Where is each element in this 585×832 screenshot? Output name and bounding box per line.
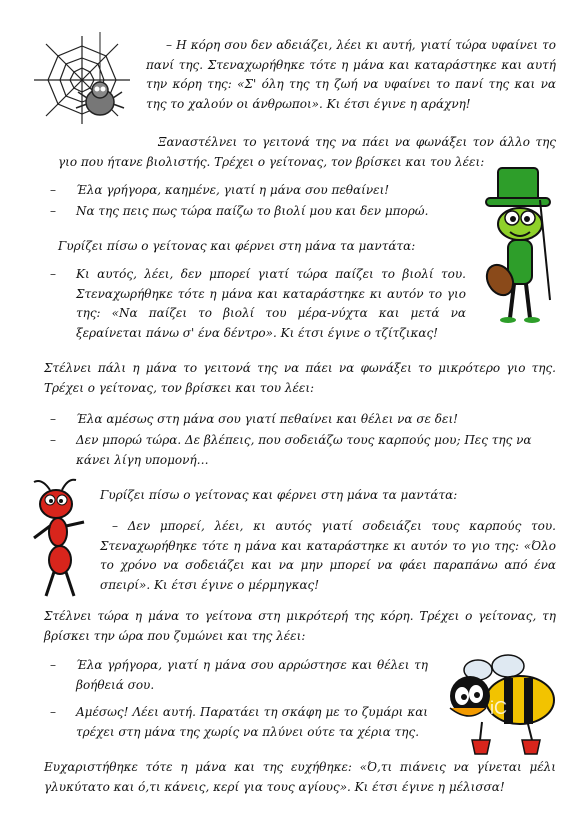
dialogue-line: Δεν μπορώ τώρα. Δε βλέπεις, που σοδειάζω τους καρπούς μου; Πες της να κάνει λίγη υπομονή…: [76, 433, 532, 467]
dialogue-line: Έλα αμέσως στη μάνα σου γιατί πεθαίνει και θέλει να σε δει!: [76, 412, 458, 426]
dialogue-line: Έλα γρήγορα, γιατί η μάνα σου αρρώστησε και θέλει τη βοήθειά σου.: [76, 658, 428, 692]
cicada-violinist-illustration: [480, 160, 560, 325]
paragraph-return: Γυρίζει πίσω ο γείτονας και φέρνει στη μάνα τα μαντάτα:: [58, 239, 416, 253]
paragraph-bee-daughter: Στέλνει τώρα η μάνα το γείτονα στη μικρότερή της κόρη. Τρέχει ο γείτονας, τη βρίσκει την ώρα που ζυμώνει και της λέει:: [44, 609, 556, 643]
bee-illustration: [436, 650, 561, 758]
dialogue-dash: –: [50, 433, 56, 447]
dialogue-dash: –: [50, 204, 56, 218]
paragraph-cicada: Κι αυτός, λέει, δεν μπορεί γιατί τώρα παίζει το βιολί του. Στεναχωρήθηκε τότε η μάνα και καταράστηκε κι αυτόν το γιο της: «Να παίζει το βιολί του μέρα-νύχτα και μετά να ξεραίνεται πάνω σ' ένα δέντρο». Κι έτσι έγινε ο τζίτζικας!: [76, 267, 466, 340]
dialogue-dash: –: [50, 412, 56, 426]
dialogue-line: Αμέσως! Λέει αυτή. Παρατάει τη σκάφη με το ζυμάρι και τρέχει στη μάνα της χωρίς να πλύνει ούτε τα χέρια της.: [76, 705, 428, 739]
dialogue-dash: –: [50, 705, 56, 719]
dialogue-dash: –: [50, 658, 56, 672]
dialogue-dash: –: [50, 267, 56, 281]
paragraph-bee: Ευχαριστήθηκε τότε η μάνα και της ευχήθηκε: «Ό,τι πιάνεις να γίνεται μέλι γλυκύτατο και ό,τι κάνεις, κερί για τους αγίους». Κι έτσι έγινε η μέλισσα!: [44, 760, 556, 794]
dialogue-dash: –: [50, 183, 56, 197]
paragraph-ant: – Δεν μπορεί, λέει, κι αυτός γιατί σοδειάζει τους καρπούς του. Στεναχωρήθηκε τότε η μάνα και καταράστηκε κι αυτόν το γιο της: «Όλο το χρόνο να σοδειάζει και να μην μπορεί να φάει παραπάνω από ένα σπειρί». Κι έτσι έγινε ο μέρμηγκας!: [100, 519, 556, 592]
paragraph-spider: – Η κόρη σου δεν αδειάζει, λέει κι αυτή, γιατί τώρα υφαίνει το πανί της. Στεναχωρήθηκε τότε η μάνα και καταράστηκε και αυτή την κόρη της: «Σ' όλη της τη ζωή να υφαίνει το πανί της και να της το χαλούν οι άνθρωποι». Κι έτσι έγινε η αράχνη!: [146, 38, 556, 111]
dialogue-line: Έλα γρήγορα, καημένε, γιατί η μάνα σου πεθαίνει!: [76, 183, 390, 197]
paragraph-ant-son: Στέλνει πάλι η μάνα το γειτονά της να πάει να φωνάξει το μικρότερο γιο της. Τρέχει ο γείτονας, τον βρίσκει και του λέει:: [44, 361, 556, 395]
paragraph-violinist: Ξαναστέλνει το γειτονά της να πάει να φωνάξει τον άλλο της γιο που ήτανε βιολιστής. Τρέχει ο γείτονας, τον βρίσκει και του λέει:: [58, 135, 556, 169]
ant-illustration: [28, 476, 90, 601]
watermark-text: iC: [490, 698, 507, 718]
paragraph-return-2: Γυρίζει πίσω ο γείτονας και φέρνει στη μάνα τα μαντάτα:: [100, 488, 458, 502]
spider-web-illustration: [30, 32, 134, 128]
dialogue-line: Να της πεις πως τώρα παίζω το βιολί μου και δεν μπορώ.: [76, 204, 429, 218]
